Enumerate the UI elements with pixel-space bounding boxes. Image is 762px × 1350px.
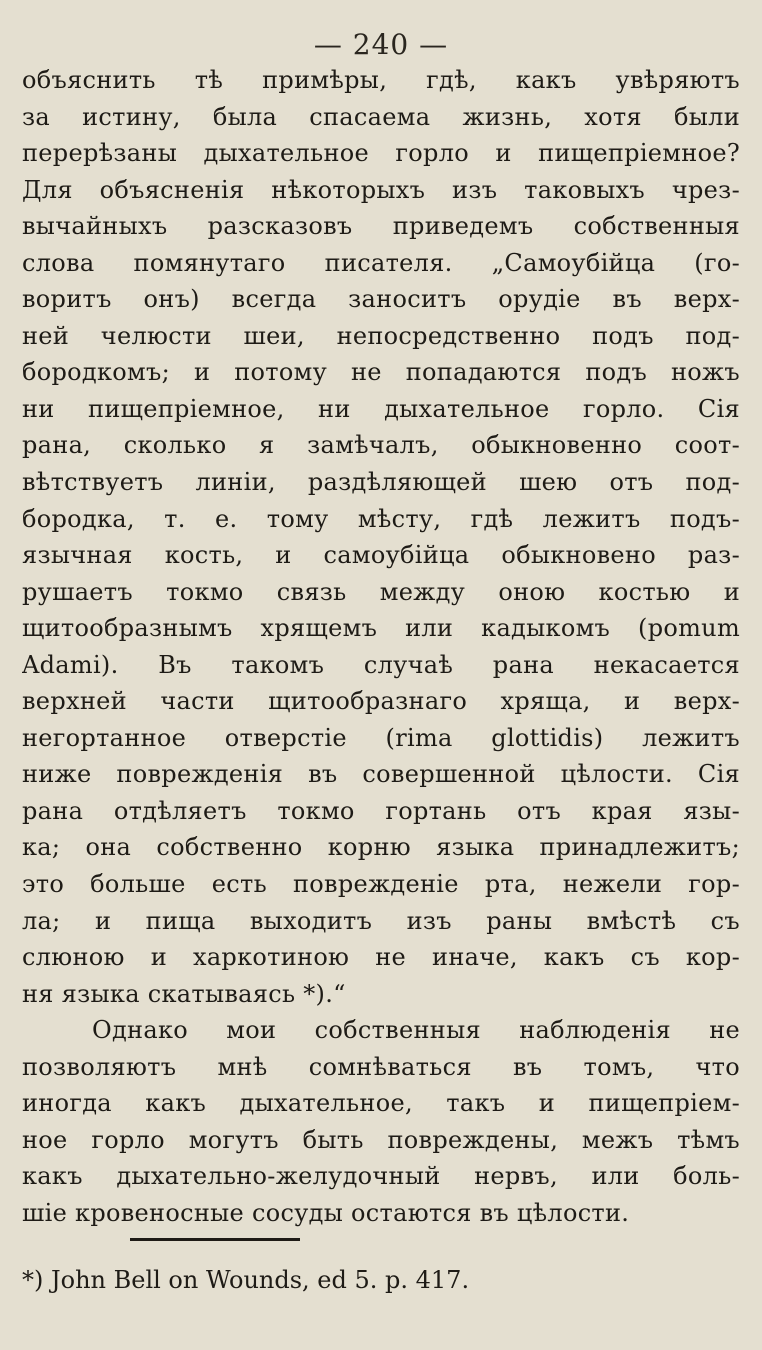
text-line: слова помянутаго писателя. „Самоубійца (го- (22, 248, 740, 277)
text-line: позволяютъ мнѣ сомнѣваться въ томъ, что (22, 1052, 740, 1081)
text-line: вычайныхъ разсказовъ приведемъ собственныя (22, 212, 740, 241)
text-line: за истину, была спасаема жизнь, хотя были (22, 102, 740, 131)
text-line: бородкомъ; и потому не попадаются подъ ножъ (22, 358, 740, 387)
page-number: — 240 — (313, 28, 449, 61)
text-line: рушаетъ токмо связь между оною костью и (22, 577, 740, 606)
paragraph-first-line: Однако мои собственныя наблюденія не (92, 1016, 740, 1045)
text-line: это больше есть поврежденіе рта, нежели гор- (22, 870, 740, 899)
text-line: ла; и пища выходитъ изъ раны вмѣстѣ съ (22, 906, 740, 935)
text-line: воритъ онъ) всегда заноситъ орудіе въ верх- (22, 285, 740, 314)
text-line: объяснить тѣ примѣры, гдѣ, какъ увѣряютъ (22, 66, 740, 94)
text-line: рана отдѣляетъ токмо гортань отъ края язы- (22, 796, 740, 825)
text-line: вѣтствуетъ линіи, раздѣляющей шею отъ под- (22, 468, 740, 497)
body-text (22, 62, 740, 1232)
text-line: бородка, т. е. тому мѣсту, гдѣ лежитъ подъ- (22, 504, 740, 533)
text-line: верхней части щитообразнаго хряща, и верх- (22, 687, 740, 716)
text-line: ни пищепріемное, ни дыхательное горло. Сія (22, 394, 740, 423)
text-line: щитообразнымъ хрящемъ или кадыкомъ (pomum (22, 614, 740, 643)
text-line: иногда какъ дыхательное, такъ и пищепріем- (22, 1089, 740, 1118)
footnote: *) John Bell on Wounds, ed 5. p. 417. (22, 1266, 470, 1294)
text-line: рана, сколько я замѣчалъ, обыкновенно соот- (22, 431, 740, 460)
text-line: перерѣзаны дыхательное горло и пищепріемное? (22, 139, 740, 168)
text-line: слюною и харкотиною не иначе, какъ съ кор- (22, 943, 740, 972)
text-line: ней челюсти шеи, непосредственно подъ под- (22, 321, 740, 350)
text-line: ниже поврежденія въ совершенной цѣлости. Сія (22, 760, 740, 789)
text-line: негортанное отверстіе (rima glottidis) лежитъ (22, 723, 740, 752)
text-line: ня языка скатываясь *).“ (22, 979, 346, 1008)
text-line: ное горло могутъ быть повреждены, межъ тѣмъ (22, 1125, 740, 1154)
footnote-divider (130, 1238, 300, 1241)
text-line: Для объясненія нѣкоторыхъ изъ таковыхъ чрез- (22, 175, 740, 204)
text-line: шіе кровеносные сосуды остаются въ цѣлости. (22, 1198, 630, 1227)
text-line: ка; она собственно корню языка принадлежитъ; (22, 833, 740, 862)
text-line: Adami). Въ такомъ случаѣ рана некасается (22, 650, 740, 679)
text-line: язычная кость, и самоубійца обыкновено раз- (22, 541, 740, 570)
text-line: какъ дыхательно-желудочный нервъ, или боль- (22, 1162, 740, 1191)
